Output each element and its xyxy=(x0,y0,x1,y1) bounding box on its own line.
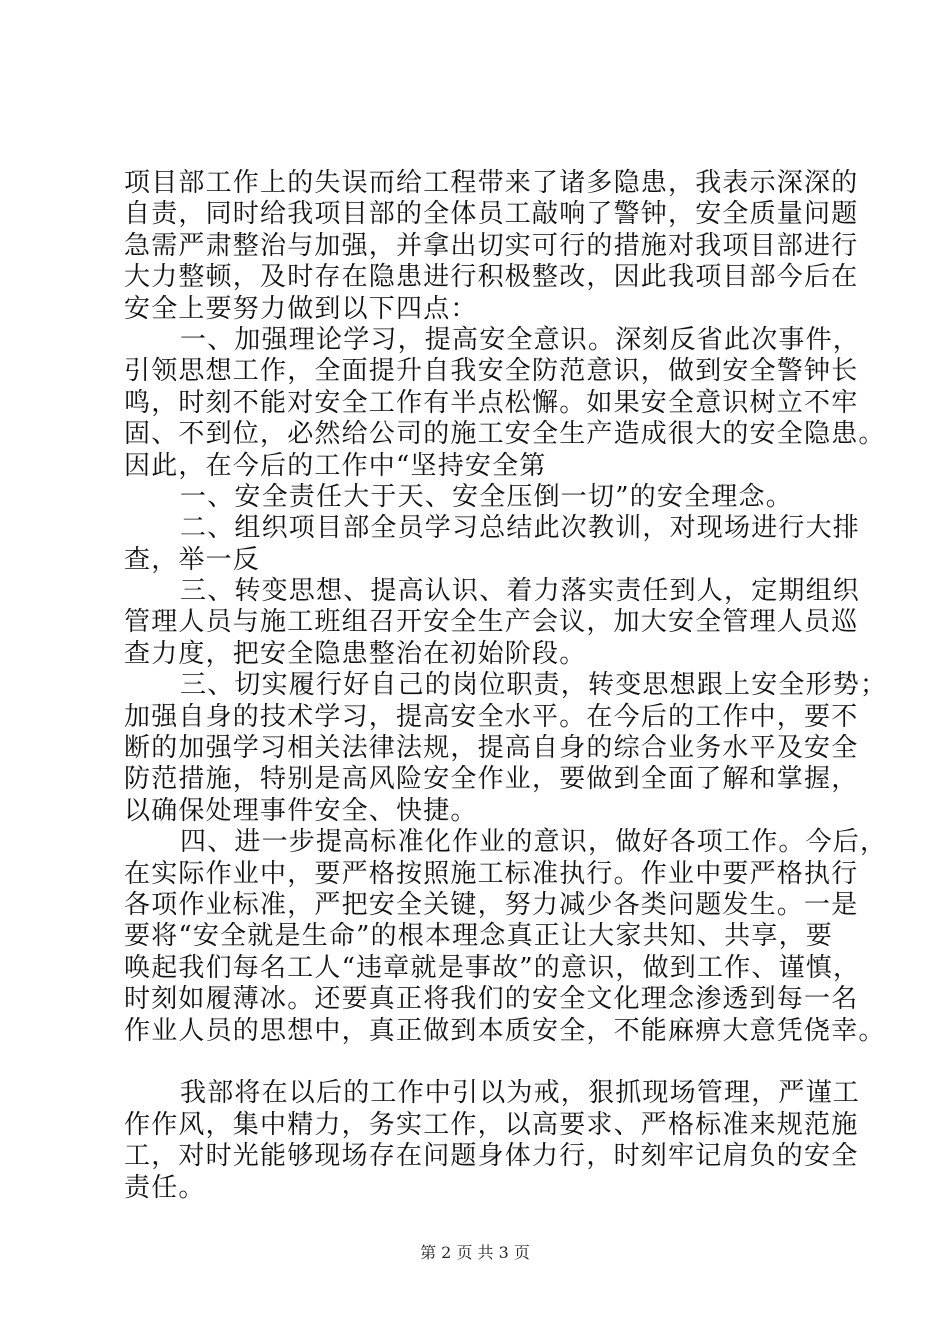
text-line: 自责，同时给我项目部的全体员工敲响了警钟，安全质量问题 xyxy=(124,199,859,230)
paragraph-first-line: 一、安全责任大于天、安全压倒一切”的安全理念。 xyxy=(180,481,793,512)
text-line: 项目部工作上的失误而给工程带来了诸多隐患，我表示深深的 xyxy=(124,168,859,198)
text-line: 查，举一反 xyxy=(124,544,261,575)
text-line: 大力整顿，及时存在隐患进行积极整改，因此我项目部今后在 xyxy=(124,262,859,293)
text-line: 查力度，把安全隐患整治在初始阶段。 xyxy=(124,638,587,669)
text-line: 时刻如履薄冰。还要真正将我们的安全文化理念渗透到每一名 xyxy=(124,984,859,1015)
text-line: 要将“安全就是生命”的根本理念真正让大家共知、共享，要 xyxy=(124,921,833,952)
text-line: 固、不到位，必然给公司的施工安全生产造成很大的安全隐患。 xyxy=(124,419,886,450)
page-number-footer: 第 2 页 共 3 页 xyxy=(420,1243,530,1262)
paragraph-first-line: 三、转变思想、提高认识、着力落实责任到人，定期组织 xyxy=(180,576,861,607)
text-line: 责任。 xyxy=(124,1172,206,1203)
paragraph-first-line: 二、组织项目部全员学习总结此次教训，对现场进行大排 xyxy=(180,513,861,544)
text-line: 安全上要努力做到以下四点： xyxy=(124,293,478,324)
text-line: 断的加强学习相关法律法规，提高自身的综合业务水平及安全 xyxy=(124,733,859,764)
text-line: 工，对时光能够现场存在问题身体力行，时刻牢记肩负的安全 xyxy=(124,1141,859,1172)
text-line: 在实际作业中，要严格按照施工标准执行。作业中要严格执行 xyxy=(124,858,859,889)
paragraph-first-line: 四、进一步提高标准化作业的意识，做好各项工作。今后， xyxy=(180,827,888,858)
text-line: 防范措施，特别是高风险安全作业，要做到全面了解和掌握， xyxy=(124,764,859,795)
text-line: 各项作业标准，严把安全关键，努力减少各类问题发生。一是 xyxy=(124,889,859,920)
text-line: 鸣，时刻不能对安全工作有半点松懈。如果安全意识树立不牢 xyxy=(124,387,859,418)
text-line: 管理人员与施工班组召开安全生产会议，加大安全管理人员巡 xyxy=(124,607,859,638)
paragraph-first-line: 一、加强理论学习，提高安全意识。深刻反省此次事件， xyxy=(180,324,861,355)
document-body xyxy=(124,168,888,1204)
paragraph-first-line: 我部将在以后的工作中引以为戒，狠抓现场管理，严谨工 xyxy=(180,1078,861,1109)
text-line: 作业人员的思想中，真正做到本质安全，不能麻痹大意凭侥幸。 xyxy=(124,1015,886,1046)
paragraph-gap xyxy=(124,1047,844,1078)
text-line: 作作风，集中精力，务实工作，以高要求、严格标准来规范施 xyxy=(124,1109,859,1140)
text-line: 加强自身的技术学习，提高安全水平。在今后的工作中，要不 xyxy=(124,701,859,732)
text-line: 唤起我们每名工人“违章就是事故”的意识，做到工作、谨慎， xyxy=(124,952,861,983)
text-line: 以确保处理事件安全、快捷。 xyxy=(124,795,478,826)
text-line: 急需严肃整治与加强，并拿出切实可行的措施对我项目部进行 xyxy=(124,230,859,261)
paragraph-first-line: 三、切实履行好自己的岗位职责，转变思想跟上安全形势； xyxy=(180,670,888,701)
text-line: 因此，在今后的工作中“坚持安全第 xyxy=(124,450,547,481)
text-line: 引领思想工作，全面提升自我安全防范意识，做到安全警钟长 xyxy=(124,356,859,387)
